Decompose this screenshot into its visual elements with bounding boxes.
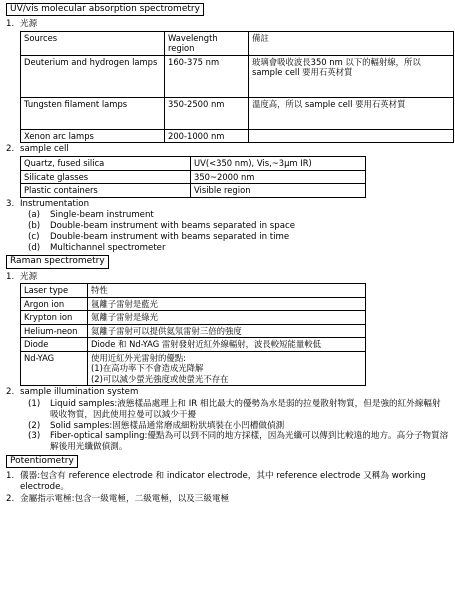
list-item: (a) Single-beam instrument — [28, 210, 154, 221]
list-item: 2. 金屬指示電極:包含一級電極，二級電極，以及三級電極 — [6, 493, 230, 504]
raman-section-title: Raman spectrometry — [6, 255, 109, 268]
raman-item-1: 1. 光源 — [6, 271, 38, 282]
table-row: Diode Diode 和 Nd-YAG 雷射發射近紅外線輻射，波長較短能量較低 — [21, 338, 366, 352]
uv-item-1: 1. 光源 — [6, 19, 38, 30]
raman-item-2: 2. sample illumination system — [6, 387, 139, 398]
uv-item-2: 2. sample cell — [6, 144, 69, 155]
table-row: Argon ion 氬離子雷射是藍光 — [21, 297, 366, 311]
sample-cell-table — [20, 156, 366, 198]
list-item: (c) Double-beam instrument with beams separated in time — [28, 231, 290, 242]
table-row: Helium-neon 氦離子雷射可以提供氦氖雷射三倍的強度 — [21, 324, 366, 338]
table-row: Nd-YAG 使用近紅外光雷射的優點: (1)在高功率下不會造成光降解 (2)可以減少螢光強度或使螢光不存在 — [21, 351, 366, 386]
list-item: 1. 儀器:包含有 reference electrode 和 indicator electrode，其中 reference electrode 又稱為 working electrode。 — [6, 471, 426, 492]
potentiometry-section-title: Potentiometry — [6, 455, 78, 468]
table-header-row: Laser type 特性 — [21, 284, 366, 298]
list-item: (d) Multichannel spectrometer — [28, 242, 166, 253]
list-item: (1) Liquid samples:液態樣品處理上和 IR 相比最大的優勢為水是弱的拉曼散射物質，但是強的紅外線輻射吸收物質，因此使用拉曼可以減少干擾 — [28, 399, 441, 420]
table-row: Silicate glasses 350~2000 nm — [21, 170, 366, 184]
laser-table — [20, 283, 366, 386]
list-item: (2) Solid samples:固態樣品通常磨成細粉狀填裝在小凹槽做偵測 — [28, 420, 285, 431]
uv-section-title: UV/vis molecular absorption spectrometry — [6, 3, 204, 16]
table-row: Deuterium and hydrogen lamps 160-375 nm 玻璃會吸收波長350 nm 以下的輻射線，所以 sample cell 要用石英材質 — [21, 55, 454, 97]
table-row: Plastic containers Visible region — [21, 184, 366, 198]
list-item: (3) Fiber-optical sampling:優點為可以到不同的地方採樣，因為光纖可以傳到比較遠的地方。高分子物質溶解後用光纖做偵測。 — [28, 431, 449, 453]
list-item: (b) Double-beam instrument with beams separated in space — [28, 221, 295, 232]
table-row: Tungsten filament lamps 350-2500 nm 溫度高，所以 sample cell 要用石英材質 — [21, 97, 454, 129]
table-header-row: Sources Wavelength region 備註 — [21, 31, 454, 55]
uv-sources-table — [20, 31, 454, 144]
table-row: Krypton ion 氪離子雷射是綠光 — [21, 311, 366, 325]
uv-item-3: 3. Instrumentation — [6, 198, 90, 209]
table-row: Quartz, fused silica UV(<350 nm), Vis,~3μm IR) — [21, 157, 366, 171]
table-row: Xenon arc lamps 200-1000 nm — [21, 129, 454, 143]
